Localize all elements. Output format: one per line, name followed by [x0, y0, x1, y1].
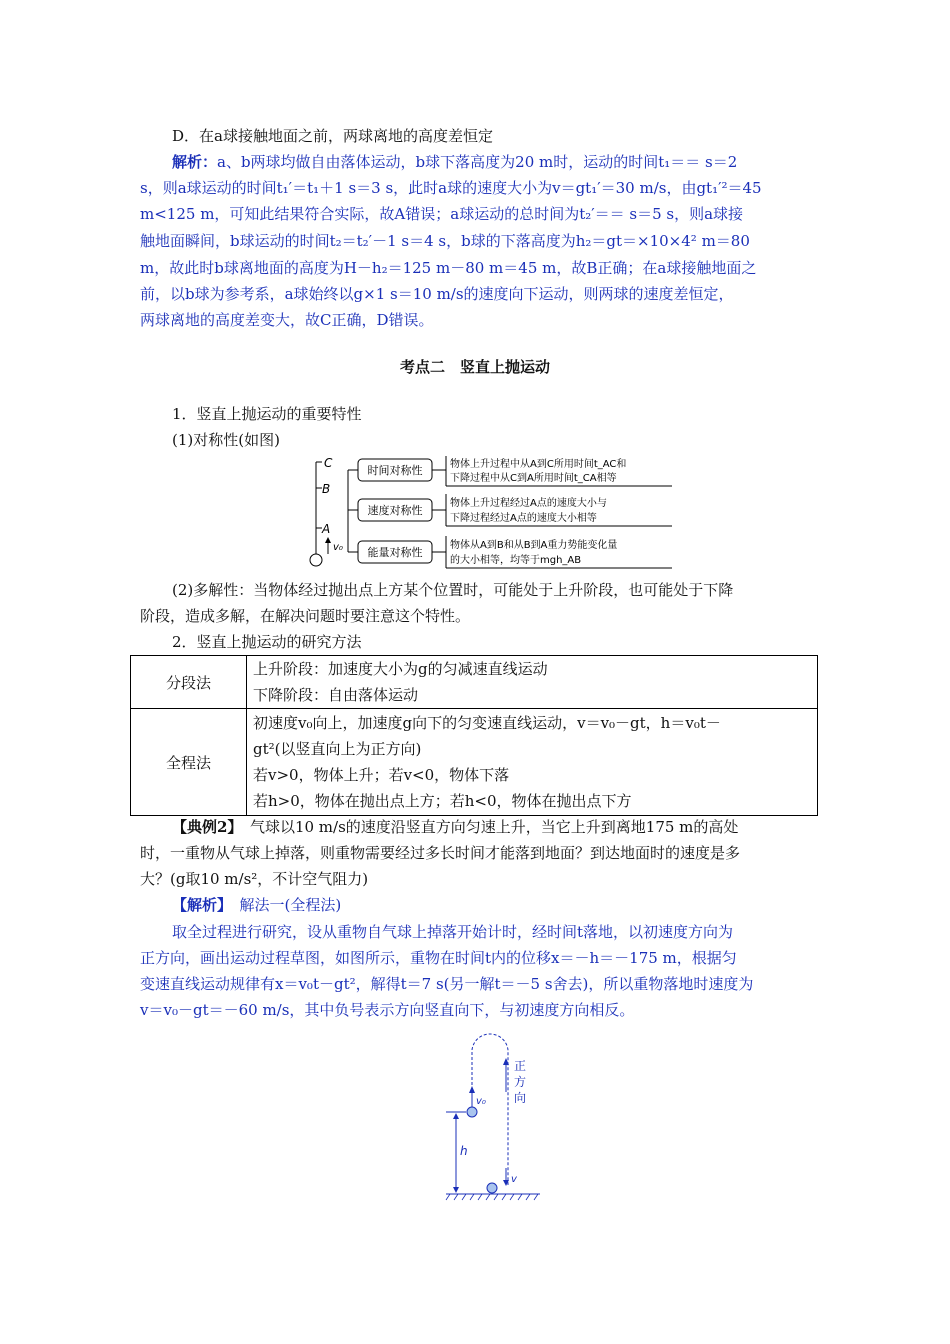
multi-solution-line-1: (2)多解性：当物体经过抛出点上方某个位置时，可能处于上升阶段，也可能处于下降: [172, 581, 734, 599]
analysis-2-line-1: 取全过程进行研究，设从重物自气球上掉落开始计时，经时间t落地，以初速度方向为: [172, 923, 734, 941]
v-sketch-label: v: [511, 1174, 517, 1185]
analysis-line-3: m<125 m，可知此结果符合实际，故A错误；a球运动的总时间为t₂′＝＝ s＝5 s，则a球接: [140, 205, 744, 223]
example-tag: 【典例2】: [172, 818, 235, 836]
h-top-arrow-icon: [453, 1113, 459, 1119]
direction-char-2: 方: [514, 1075, 527, 1089]
analysis-2-tag: 【解析】: [172, 896, 225, 914]
example-2-line-1: 【典例2】 气球以10 m/s的速度沿竖直方向匀速上升，当它上升到离地175 m的高处: [172, 818, 739, 836]
symmetry-label: (1)对称性(如图): [172, 431, 280, 449]
segment-method-body: 上升阶段：加速度大小为g的匀减速直线运动 下降阶段：自由落体运动: [247, 656, 818, 709]
speed-symmetry-label: 速度对称性: [367, 504, 423, 517]
example-2-line-3: 大？(g取10 m/s²，不计空气阻力): [140, 870, 369, 888]
multi-solution-line-2: 阶段，造成多解，在解决问题时要注意这个特性。: [140, 607, 471, 625]
v0-arrow-icon: [469, 1086, 475, 1093]
point-c-label: C: [324, 456, 333, 470]
h-label: h: [460, 1144, 468, 1158]
point-b-label: B: [322, 482, 331, 496]
analysis-label: 解析：: [172, 153, 218, 171]
analysis-2-line-4: v＝v₀－gt＝－60 m/s，其中负号表示方向竖直向下，与初速度方向相反。: [140, 1001, 635, 1019]
analysis-line-2: s，则a球运动的时间t₁′＝t₁＋1 s＝3 s，此时a球的速度大小为v＝gt₁′＝30 m/s，由gt₁′²＝45: [140, 179, 762, 197]
section-title: 考点二 竖直上抛运动: [399, 358, 550, 376]
analysis-line-5: m，故此时b球离地面的高度为H－h₂＝125 m－80 m＝45 m，故B正确；在a球接触地面之: [140, 259, 757, 277]
up-arrow-icon: [325, 537, 331, 543]
subheading-1: 1．竖直上抛运动的重要特性: [172, 405, 362, 423]
analysis-2-line-2: 正方向，画出运动过程草图，如图所示，重物在时间t内的位移x＝－h＝－175 m，根据匀: [140, 949, 737, 967]
direction-char-3: 向: [514, 1091, 527, 1105]
ball-icon: [310, 554, 322, 566]
analysis-line-6: 前，以b球为参考系，a球始终以g×1 s＝10 m/s的速度向下运动，则两球的速度差恒定，: [140, 285, 734, 303]
analysis-line-7: 两球离地的高度差变大，故C正确，D错误。: [140, 311, 434, 329]
energy-symmetry-desc-2: 的大小相等，均等于mgh_AB: [450, 555, 582, 566]
direction-char-1: 正: [514, 1059, 527, 1073]
v0-label: v₀: [333, 542, 343, 553]
energy-symmetry-desc-1: 物体从A到B和从B到A重力势能变化量: [450, 540, 618, 551]
point-a-label: A: [322, 522, 331, 536]
table-row: [131, 709, 818, 816]
methods-table: [130, 655, 818, 816]
analysis-line-4: 触地面瞬间，b球运动的时间t₂＝t₂′－1 s＝4 s，b球的下落高度为h₂＝gt＝×10×4² m＝80: [140, 232, 750, 250]
example-2-line-2: 时，一重物从气球上掉落，则重物需要经过多长时间才能落到地面？到达地面时的速度是多: [140, 844, 741, 862]
ground-ball-icon: [487, 1183, 497, 1193]
whole-method-body: 初速度v₀向上，加速度g向下的匀变速直线运动，v＝v₀－gt，h＝v₀t－ gt²(以竖直向上为正方向) 若v>0，物体上升；若v<0，物体下落 若h>0，物体在抛出点上方；若h<0，物体在抛出点下方: [247, 709, 818, 816]
segment-method-name: 分段法: [131, 656, 247, 709]
analysis-2-line-3: 变速直线运动规律有x＝v₀t－gt²，解得t＝7 s(另一解t＝－5 s舍去)，所以重物落地时速度为: [140, 975, 754, 993]
whole-method-name: 全程法: [131, 709, 247, 816]
time-symmetry-label: 时间对称性: [367, 464, 423, 477]
speed-symmetry-desc-2: 下降过程经过A点的速度大小相等: [450, 513, 597, 524]
motion-sketch: [440, 1030, 550, 1205]
h-bottom-arrow-icon: [453, 1187, 459, 1193]
table-row: [131, 656, 818, 709]
analysis-2-heading: 【解析】 解法一(全程法): [172, 896, 342, 914]
option-d: D．在a球接触地面之前，两球离地的高度差恒定: [172, 127, 493, 145]
v0-sketch-label: v₀: [476, 1096, 486, 1107]
balloon-ball-icon: [467, 1107, 477, 1117]
subheading-2: 2．竖直上抛运动的研究方法: [172, 633, 362, 651]
speed-symmetry-desc-1: 物体上升过程经过A点的速度大小与: [450, 498, 607, 509]
symmetry-diagram: [300, 452, 690, 574]
energy-symmetry-label: 能量对称性: [367, 546, 423, 559]
analysis-line-1: 解析：a、b两球均做自由落体运动，b球下落高度为20 m时，运动的时间t₁＝＝ s＝2: [172, 153, 738, 171]
trajectory-path: [472, 1034, 508, 1185]
time-symmetry-desc-1: 物体上升过程中从A到C所用时间t_AC和: [450, 459, 627, 470]
time-symmetry-desc-2: 下降过程中从C到A所用时间t_CA相等: [450, 473, 617, 484]
